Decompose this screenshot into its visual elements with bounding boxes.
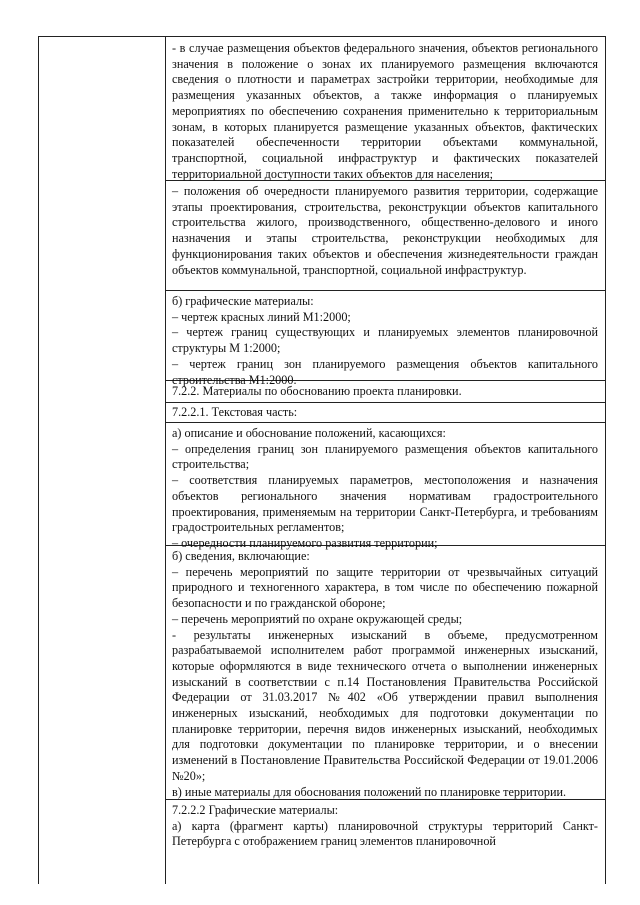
list-item: а) карта (фрагмент карты) планировочной структуры территорий Санкт-Петербурга с отображением границ элементов планировочной bbox=[172, 818, 598, 849]
list-item: – соответствия планируемых параметров, местоположения и назначения объектов регионального значения нормативам градостроительного проектирования, применяемым на территории Санкт-Петербурга, и требованиям градостроительных регламентов; bbox=[172, 473, 598, 535]
description-list bbox=[172, 426, 598, 552]
list-item: – перечень мероприятий по защите территории от чрезвычайных ситуаций природного и техногенного характера, в том числе по обеспечению пожарной безопасности и по гражданской обороне; bbox=[172, 564, 598, 611]
text-line: 7.2.2.1. Текстовая часть: bbox=[172, 405, 298, 419]
list-item: – чертеж границ зон планируемого размещения объектов капитального строительства М1:2000. bbox=[172, 356, 598, 387]
list-item: – определения границ зон планируемого размещения объектов капитального строительства; bbox=[172, 441, 598, 472]
row-divider bbox=[165, 402, 606, 403]
list-item: – перечень мероприятий по охране окружающей среды; bbox=[172, 611, 463, 626]
text-line: - в случае размещения объектов федерального значения, объектов регионального значения в положение о зонах их планируемого размещения включаются сведения о плотности и параметрах застройки территории, необходимые для размещения указанных объектов, а также информация о планируемых мероприятиях по обеспечению сохранения применительно к территориальным зонам, в которых планируется размещение указанных объектов, фактических показателей обеспеченности территории объектами коммунальной, транспортной, социальной инфраструктур и фактических показателей территориальной доступности таких объектов для населения; bbox=[172, 41, 598, 181]
graphic-materials-list bbox=[172, 294, 598, 388]
row-divider bbox=[165, 290, 606, 291]
text-line: а) описание и обоснование положений, касающихся: bbox=[172, 426, 446, 440]
list-item: – очередности планируемого развития территории; bbox=[172, 535, 438, 550]
list-item: – чертеж границ существующих и планируемых элементов планировочной структуры М 1:2000; bbox=[172, 325, 598, 356]
text-line: 7.2.2.2 Графические материалы: bbox=[172, 803, 339, 817]
text-line: – положения об очередности планируемого развития территории, содержащие этапы проектирования, строительства, реконструкции объектов капитального строительства жилого, производственного, общественно-делового и иного назначения и этапы строительства, реконструкции необходимых для функционирования таких объектов и обеспечения жизнедеятельности граждан объектов коммунальной, транспортной, социальной инфраструктур. bbox=[172, 184, 598, 277]
column-divider bbox=[165, 36, 166, 884]
section-graphic-materials bbox=[172, 803, 598, 850]
paragraph-federal-objects bbox=[172, 41, 598, 182]
section-heading-7-2-2-1 bbox=[172, 405, 598, 421]
text-line: б) графические материалы: bbox=[172, 294, 314, 308]
text-line: 7.2.2. Материалы по обоснованию проекта планировки. bbox=[172, 384, 462, 398]
row-divider bbox=[165, 422, 606, 423]
text-line: б) сведения, включающие: bbox=[172, 549, 310, 563]
list-item: в) иные материалы для обоснования положений по планировке территории. bbox=[172, 784, 567, 799]
paragraph-development-order bbox=[172, 184, 598, 278]
information-list bbox=[172, 549, 598, 800]
list-item: – чертеж красных линий М1:2000; bbox=[172, 309, 351, 324]
section-heading-7-2-2 bbox=[172, 384, 598, 400]
list-item: - результаты инженерных изысканий в объеме, предусмотренном разрабатываемой исполнителем работ программой инженерных изысканий, которые оформляются в виде технического отчета о выполнении инженерных изысканий в соответствии с п.14 Постановления Правительства Российской Федерации от 31.03.2017 №402 «Об утверждении правил выполнения инженерных изысканий, необходимых для подготовки документации по планировке территории, перечня видов инженерных изысканий, необходимых для подготовки документации по планировке территории, и о внесении изменений в Постановление Правительства Российской Федерации от 19.01.2006 №20»; bbox=[172, 627, 598, 783]
